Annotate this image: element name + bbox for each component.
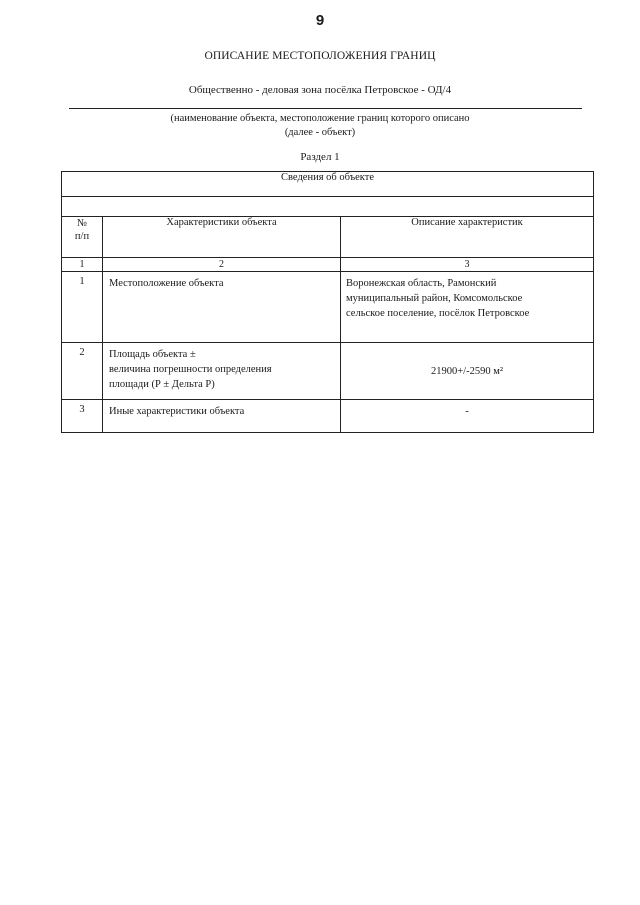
row-characteristic-line: площади (Р ± Дельта Р): [109, 379, 215, 390]
row-characteristic: Иные характеристики объекта: [103, 400, 341, 433]
row-description-line: Воронежская область, Рамонский: [346, 278, 497, 289]
column-header-num: [62, 217, 103, 258]
row-description-line: сельское поселение, посёлок Петровское: [346, 308, 530, 319]
column-header-characteristics: Характеристики объекта: [103, 217, 341, 258]
column-number: 3: [341, 258, 594, 272]
table-row: [62, 400, 594, 433]
row-description-line: муниципальный район, Комсомольское: [346, 293, 523, 304]
document-title: ОПИСАНИЕ МЕСТОПОЛОЖЕНИЯ ГРАНИЦ: [204, 50, 436, 62]
column-header-description: Описание характеристик: [341, 217, 594, 258]
row-characteristic: Местоположение объекта: [103, 272, 341, 343]
column-header-num-line1: №: [76, 218, 88, 229]
row-characteristic: [103, 343, 341, 400]
table-row: [62, 272, 594, 343]
section-label: Раздел 1: [300, 151, 340, 163]
row-description: -: [341, 400, 594, 433]
row-description: [341, 272, 594, 343]
column-number-row: [62, 258, 594, 272]
row-number: 1: [62, 272, 103, 343]
column-header-num-line2: п/п: [74, 231, 90, 242]
column-header-row: [62, 217, 594, 258]
table-row: [62, 343, 594, 400]
column-number: 2: [103, 258, 341, 272]
row-characteristic-line: Площадь объекта ±: [109, 349, 196, 360]
page-number: 9: [315, 12, 325, 29]
row-characteristic-line: величина погрешности определения: [109, 364, 272, 375]
zone-name: Общественно - деловая зона посёлка Петровское - ОД/4: [188, 84, 452, 96]
zone-name-underline: [69, 108, 582, 109]
object-info-table: [61, 171, 594, 433]
column-number: 1: [62, 258, 103, 272]
table-blank-row: [62, 197, 594, 217]
row-number: 3: [62, 400, 103, 433]
underline-caption: [0, 112, 640, 140]
row-description: 21900+/-2590 м²: [341, 343, 594, 400]
table-header-row: [62, 172, 594, 197]
table-blank-cell: [62, 197, 594, 217]
caption-line-2: (далее - объект): [284, 127, 356, 138]
table-header: Сведения об объекте: [62, 172, 594, 197]
row-number: 2: [62, 343, 103, 400]
caption-line-1: (наименование объекта, местоположение границ которого описано: [170, 113, 470, 124]
